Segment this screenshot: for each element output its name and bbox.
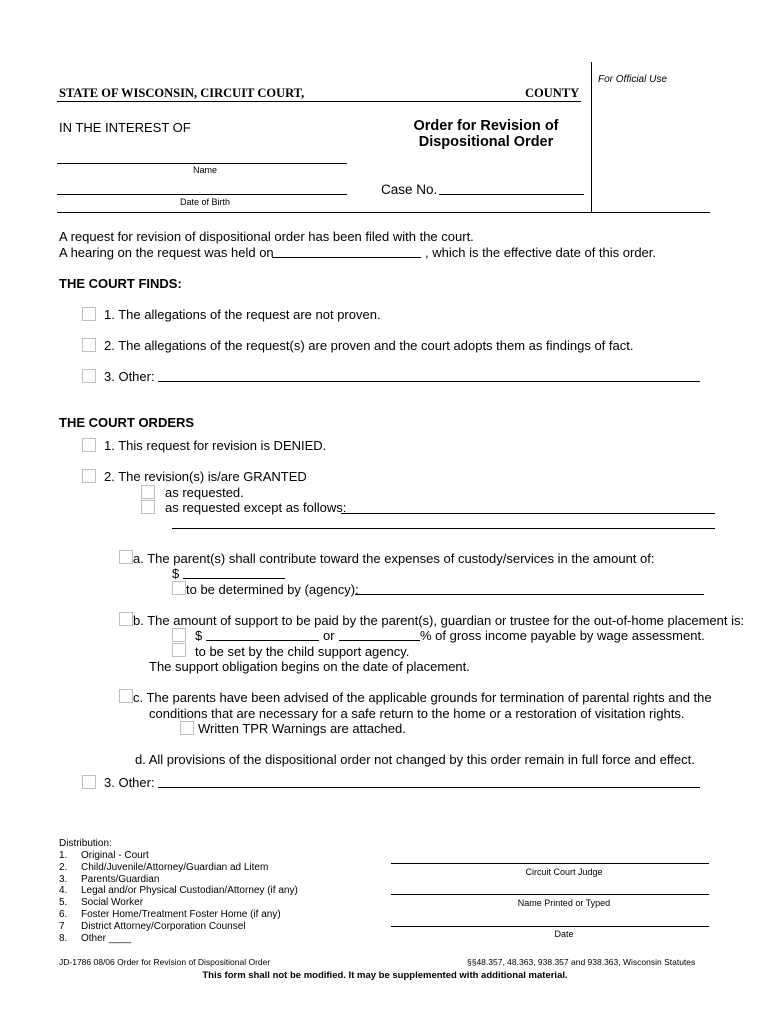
- header-bottom-rule: [57, 212, 710, 213]
- order-c-tpr-text: Written TPR Warnings are attached.: [198, 721, 406, 736]
- order-a-agency-field[interactable]: [355, 594, 704, 595]
- dob-field-line[interactable]: [57, 194, 347, 195]
- order-b-amount-checkbox[interactable]: [172, 628, 186, 642]
- order-b-csa-checkbox[interactable]: [172, 643, 186, 657]
- order-a-dollar: $: [172, 566, 180, 581]
- order-b-csa-text: to be set by the child support agency.: [195, 644, 410, 659]
- statutes: §§48.357, 48.363, 938.357 and 938.363, Wisconsin Statutes: [467, 957, 696, 967]
- order-a-amount-field[interactable]: [183, 578, 285, 579]
- distribution-item: Social Worker: [81, 897, 144, 909]
- modification-notice: This form shall not be modified. It may be supplemented with additional material.: [202, 970, 568, 981]
- distribution-item-number: 2.: [59, 861, 68, 873]
- finding-3-other-line[interactable]: [158, 381, 700, 382]
- form-id: JD-1786 08/06 Order for Revision of Dispositional Order: [59, 957, 271, 967]
- orders-heading: THE COURT ORDERS: [59, 415, 195, 430]
- distribution-item: Other ____: [81, 932, 132, 944]
- order-b-checkbox[interactable]: [119, 612, 133, 626]
- court-county-line[interactable]: [57, 101, 581, 102]
- order-a-agency-text: to be determined by (agency):: [186, 582, 359, 597]
- except-as-follows-line[interactable]: [341, 513, 715, 514]
- order-c-line2: conditions that are necessary for a safe return to the home or a restoration of visitation rights.: [149, 706, 685, 721]
- distribution-item-number: 3.: [59, 873, 68, 885]
- order-b-percent-field[interactable]: [339, 640, 420, 641]
- except-as-follows-checkbox[interactable]: [141, 500, 155, 514]
- date-signature-line[interactable]: [391, 926, 709, 927]
- order-b-amount-field[interactable]: [206, 640, 319, 641]
- name-printed-line[interactable]: [391, 894, 709, 895]
- order-b-or: or: [323, 628, 335, 643]
- order-d-text: d. All provisions of the dispositional order not changed by this order remain in full force and effect.: [135, 752, 695, 767]
- order-b-dollar: $: [195, 628, 203, 643]
- judge-signature-line[interactable]: [391, 863, 709, 864]
- case-no-field[interactable]: [439, 194, 584, 195]
- order-3-text: 3. Other:: [104, 775, 155, 790]
- distribution-item-number: 1.: [59, 850, 68, 861]
- distribution-item-number: 7: [59, 920, 65, 932]
- intro-line2-start: A hearing on the request was held on: [59, 245, 274, 260]
- name-field-line[interactable]: [57, 163, 347, 164]
- order-a-agency-checkbox[interactable]: [172, 581, 186, 595]
- order-a-checkbox[interactable]: [119, 550, 133, 564]
- finding-2-text: 2. The allegations of the request(s) are proven and the court adopts them as findings of fact.: [104, 338, 634, 353]
- order-1-checkbox[interactable]: [82, 438, 96, 452]
- as-requested-checkbox[interactable]: [141, 485, 155, 499]
- distribution-item: Parents/Guardian: [81, 873, 160, 885]
- finding-1-text: 1. The allegations of the request are not proven.: [104, 307, 381, 322]
- distribution-heading: Distribution:: [59, 838, 112, 849]
- judge-label: Circuit Court Judge: [525, 867, 603, 877]
- name-printed-label: Name Printed or Typed: [517, 898, 611, 908]
- distribution-item-number: 5.: [59, 897, 68, 909]
- order-2-text: 2. The revision(s) is/are GRANTED: [104, 469, 307, 484]
- finding-1-checkbox[interactable]: [82, 307, 96, 321]
- distribution-item: District Attorney/Corporation Counsel: [81, 920, 246, 932]
- date-label: Date: [554, 929, 574, 939]
- order-3-other-line[interactable]: [158, 787, 700, 788]
- finding-3-checkbox[interactable]: [82, 369, 96, 383]
- distribution-item: Legal and/or Physical Custodian/Attorney (if any): [81, 885, 298, 897]
- as-requested-text: as requested.: [165, 485, 244, 500]
- order-3-checkbox[interactable]: [82, 775, 96, 789]
- official-use-label: For Official Use: [598, 74, 667, 85]
- court-heading: STATE OF WISCONSIN, CIRCUIT COURT,: [59, 86, 305, 100]
- order-b-text: b. The amount of support to be paid by the parent(s), guardian or trustee for the out-of-home placement is:: [133, 613, 745, 628]
- order-c-checkbox[interactable]: [119, 689, 133, 703]
- name-label: Name: [193, 165, 218, 175]
- order-2-checkbox[interactable]: [82, 469, 96, 483]
- dob-label: Date of Birth: [180, 197, 231, 207]
- hearing-date-field[interactable]: [272, 257, 421, 258]
- order-b-percent-text: % of gross income payable by wage assessment.: [420, 628, 705, 643]
- order-c-tpr-checkbox[interactable]: [180, 721, 194, 735]
- order-b-begins-text: The support obligation begins on the date of placement.: [149, 659, 470, 674]
- order-c-line1: c. The parents have been advised of the applicable grounds for termination of parental rights and the: [133, 690, 712, 705]
- distribution-item-number: 4.: [59, 885, 68, 897]
- distribution-item: Child/Juvenile/Attorney/Guardian ad Litem: [81, 861, 269, 873]
- findings-heading: THE COURT FINDS:: [59, 276, 182, 291]
- intro-line2-end: , which is the effective date of this order.: [425, 245, 656, 260]
- form-title-line2: Dispositional Order: [418, 134, 554, 150]
- distribution-item: Original - Court: [81, 850, 149, 861]
- distribution-item-number: 6.: [59, 909, 68, 920]
- except-as-follows-text: as requested except as follows:: [165, 500, 347, 515]
- order-1-text: 1. This request for revision is DENIED.: [104, 438, 327, 453]
- distribution-item: Foster Home/Treatment Foster Home (if any): [81, 909, 281, 920]
- order-a-text: a. The parent(s) shall contribute toward the expenses of custody/services in the amount of:: [133, 551, 655, 566]
- interest-of-label: IN THE INTEREST OF: [59, 120, 191, 135]
- intro-line1: A request for revision of dispositional order has been filed with the court.: [59, 229, 474, 244]
- finding-2-checkbox[interactable]: [82, 338, 96, 352]
- case-no-label: Case No.: [381, 182, 438, 197]
- distribution-item-number: 8.: [59, 932, 68, 944]
- finding-3-text: 3. Other:: [104, 369, 155, 384]
- county-label: COUNTY: [525, 86, 580, 100]
- except-as-follows-line-2[interactable]: [172, 528, 715, 529]
- form-title-line1: Order for Revision of: [413, 118, 559, 134]
